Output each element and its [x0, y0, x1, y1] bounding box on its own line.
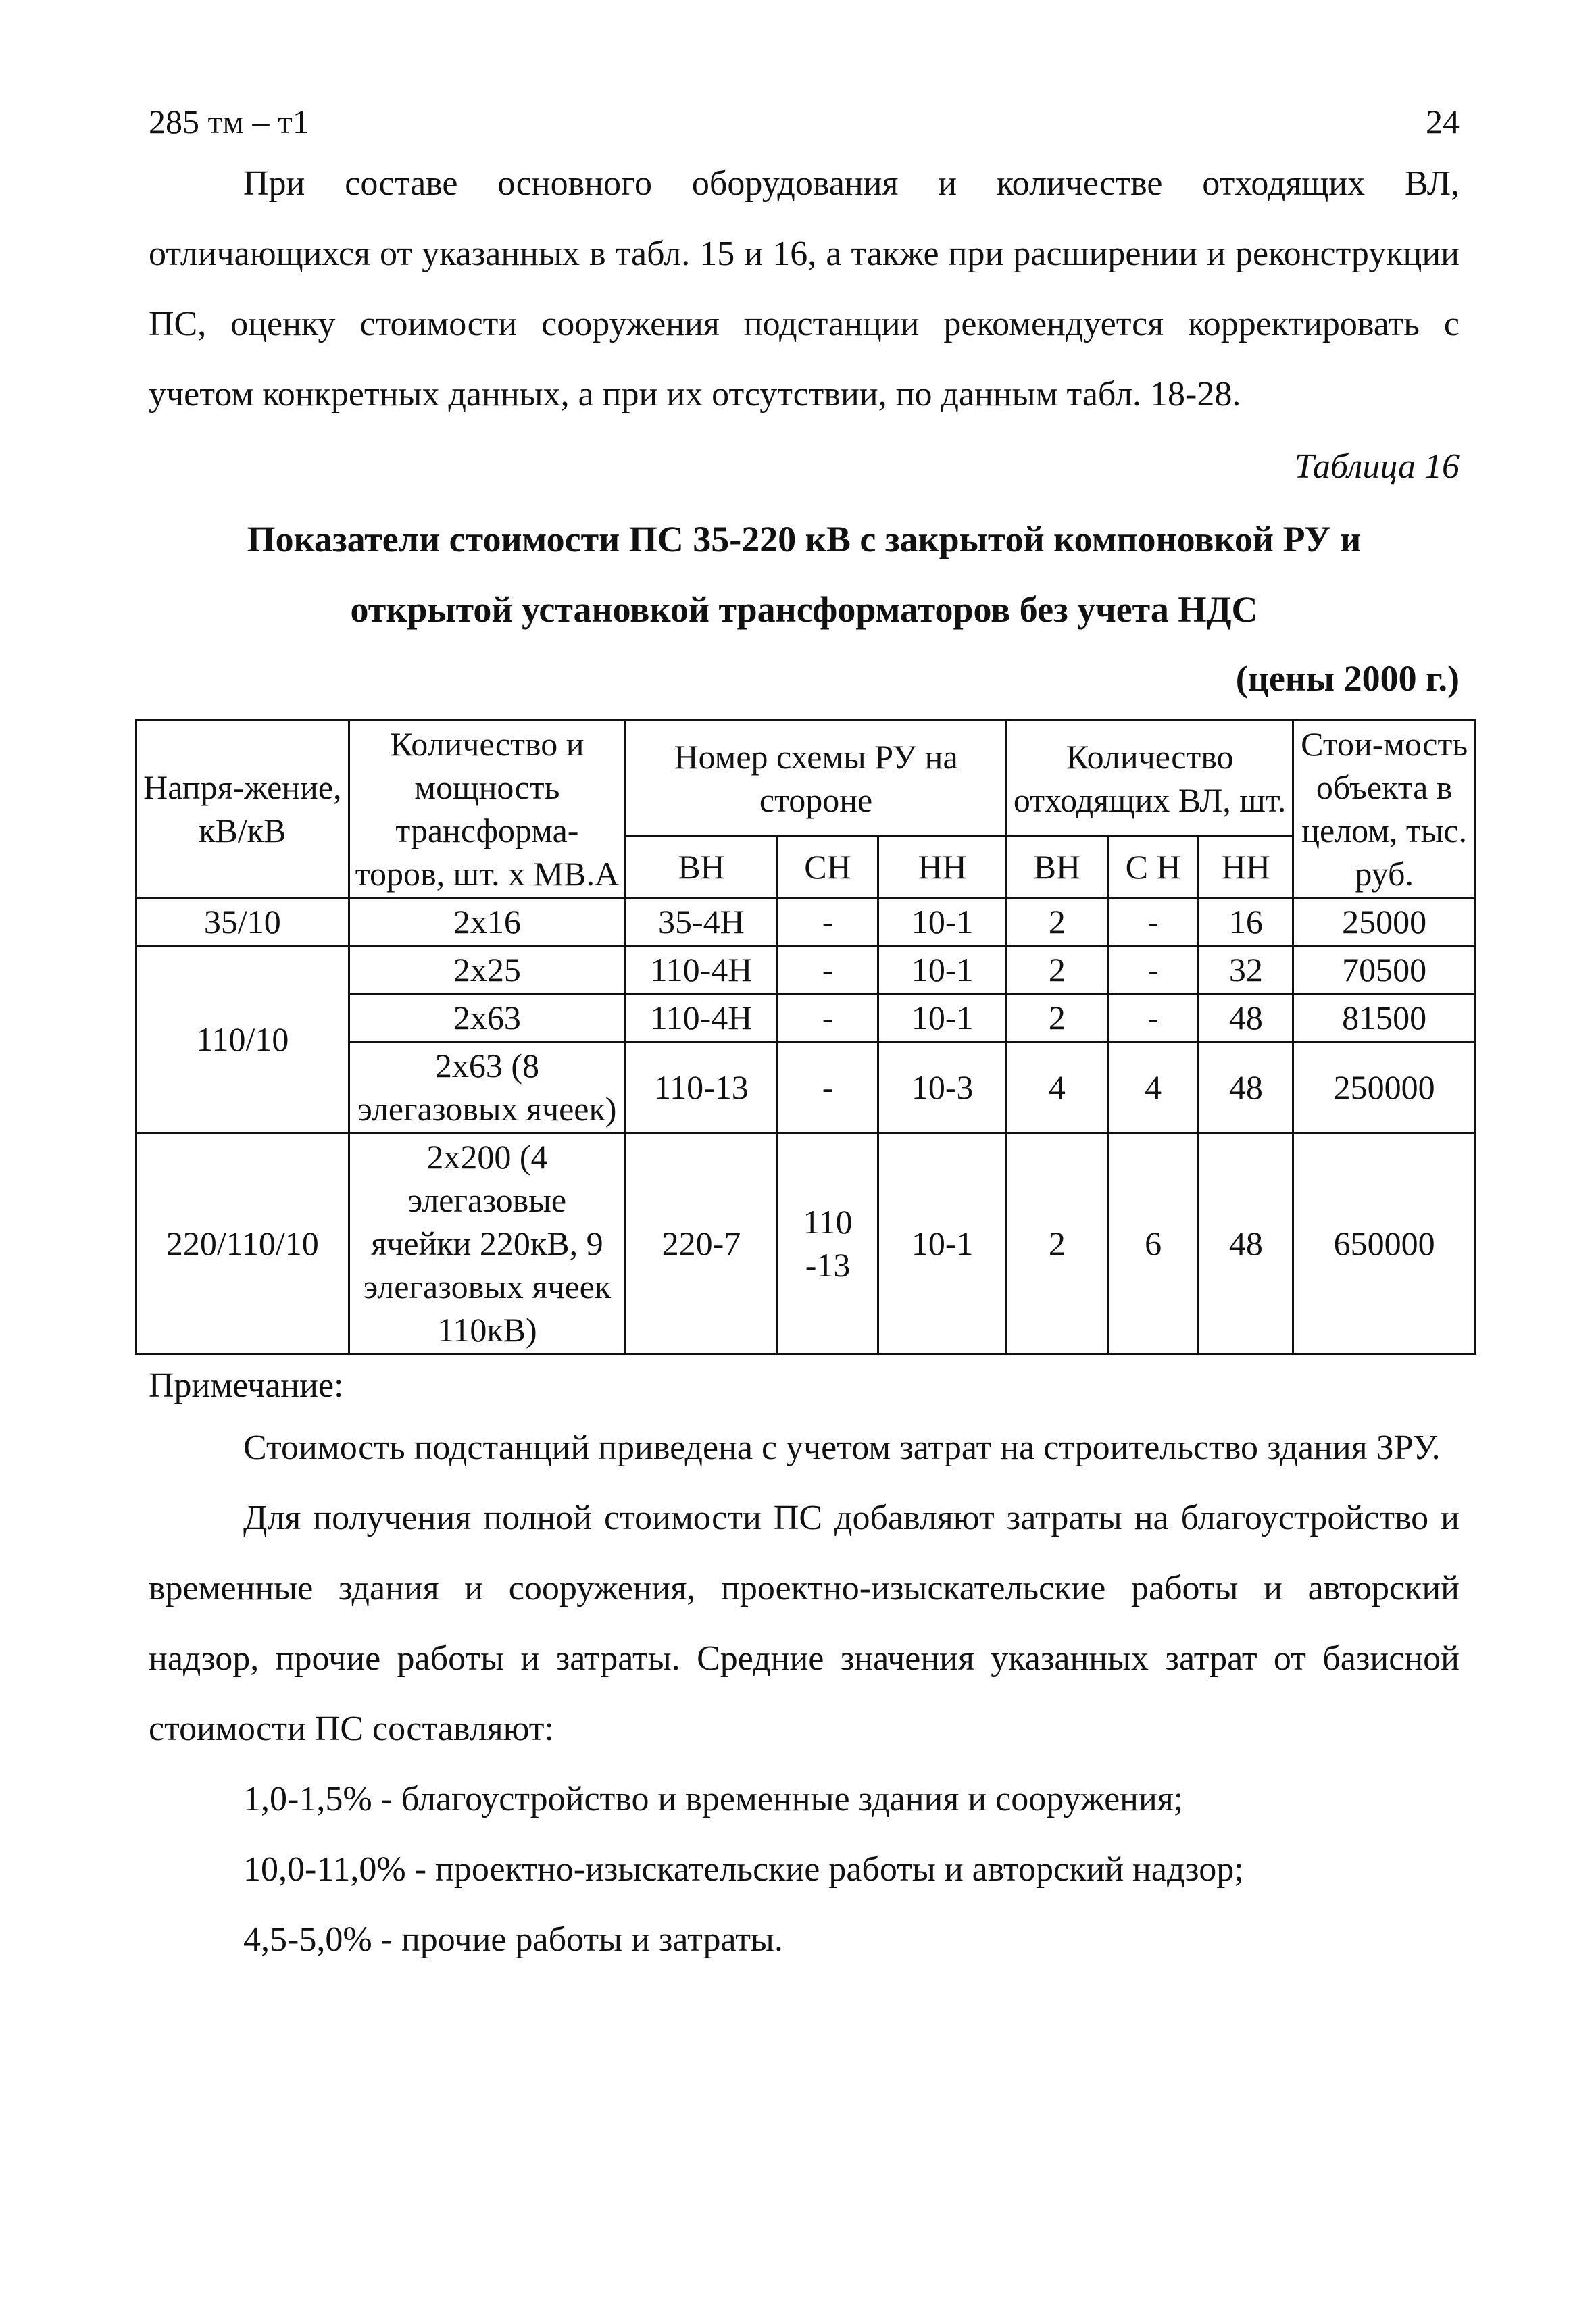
- cell-scheme-vn: 35-4Н: [626, 898, 778, 946]
- cell-cost: 25000: [1293, 898, 1476, 946]
- page-header: [149, 101, 1460, 142]
- cell-lines-nn: 32: [1199, 946, 1293, 994]
- cell-lines-nn: 48: [1199, 1042, 1293, 1133]
- cell-lines-sn: -: [1107, 898, 1199, 946]
- table-title-line-2: открытой установкой трансформаторов без учета НДС: [350, 589, 1258, 630]
- header-voltage: Напря-жение, кВ/кВ: [136, 720, 349, 898]
- cell-lines-nn: 16: [1199, 898, 1293, 946]
- cell-transformers: 2х63: [349, 994, 625, 1042]
- document-code: 285 тм – т1: [149, 103, 309, 141]
- header-scheme-nn: НН: [878, 837, 1007, 898]
- table-header-row-1: [136, 720, 1476, 837]
- cell-cost: 81500: [1293, 994, 1476, 1042]
- cell-scheme-nn: 10-3: [878, 1042, 1007, 1133]
- cell-lines-sn: -: [1107, 994, 1199, 1042]
- table-label: Таблица 16: [1294, 447, 1460, 486]
- cell-scheme-sn: -: [777, 1042, 878, 1133]
- cell-voltage: 220/110/10: [136, 1133, 349, 1354]
- header-lines-nn: НН: [1199, 837, 1293, 898]
- header-scheme-group: Номер схемы РУ на стороне: [626, 720, 1007, 837]
- cell-lines-vn: 2: [1006, 994, 1107, 1042]
- table-row: [136, 898, 1476, 946]
- cell-scheme-sn: 110 -13: [777, 1133, 878, 1354]
- note-label: Примечание:: [149, 1366, 344, 1405]
- cell-transformers: 2х25: [349, 946, 625, 994]
- cell-scheme-sn: -: [777, 898, 878, 946]
- cell-cost: 650000: [1293, 1133, 1476, 1354]
- cell-lines-vn: 4: [1006, 1042, 1107, 1133]
- cell-lines-vn: 2: [1006, 946, 1107, 994]
- page-number: 24: [1426, 103, 1460, 141]
- cell-transformers: 2х63 (8 элегазовых ячеек): [349, 1042, 625, 1133]
- note-paragraph: Стоимость подстанций приведена с учетом затрат на строительство здания ЗРУ.: [243, 1428, 1441, 1467]
- cell-scheme-nn: 10-1: [878, 898, 1007, 946]
- cell-transformers: 2х16: [349, 898, 625, 946]
- header-scheme-vn: ВН: [626, 837, 778, 898]
- cell-scheme-vn: 110-4Н: [626, 994, 778, 1042]
- cell-scheme-nn: 10-1: [878, 1133, 1007, 1354]
- cell-voltage: 110/10: [136, 946, 349, 1133]
- cell-lines-vn: 2: [1006, 898, 1107, 946]
- header-transformers: Количество и мощность трансформа-торов, шт. х МВ.А: [349, 720, 625, 898]
- cell-transformers: 2х200 (4 элегазовые ячейки 220кВ, 9 элегазовых ячеек 110кВ): [349, 1133, 625, 1354]
- header-scheme-sn: СН: [777, 837, 878, 898]
- header-lines-sn: С Н: [1107, 837, 1199, 898]
- list-item: 4,5-5,0% - прочие работы и затраты.: [243, 1920, 783, 1959]
- list-item: 10,0-11,0% - проектно-изыскательские работы и авторский надзор;: [243, 1850, 1244, 1889]
- prices-note: (цены 2000 г.): [1235, 658, 1460, 699]
- cell-lines-sn: 4: [1107, 1042, 1199, 1133]
- cell-lines-nn: 48: [1199, 1133, 1293, 1354]
- header-cost: Стои-мость объекта в целом, тыс. руб.: [1293, 720, 1476, 898]
- cell-scheme-nn: 10-1: [878, 946, 1007, 994]
- cost-table: [135, 719, 1476, 1355]
- header-lines-group: Количество отходящих ВЛ, шт.: [1006, 720, 1293, 837]
- table-title-line-1: Показатели стоимости ПС 35-220 кВ с закрытой компоновкой РУ и: [247, 519, 1362, 559]
- cell-scheme-nn: 10-1: [878, 994, 1007, 1042]
- document-page: [143, 101, 1468, 1975]
- cell-lines-sn: -: [1107, 946, 1199, 994]
- table-row: [136, 1133, 1476, 1354]
- cell-scheme-sn: -: [777, 946, 878, 994]
- cell-scheme-vn: 220-7: [626, 1133, 778, 1354]
- costs-paragraph: Для получения полной стоимости ПС добавляют затраты на благоустройство и временные здания и сооружения, проектно-изыскательские работы и авторский надзор, прочие работы и затраты. Средние значения указанных затрат от базисной стоимости ПС составляют:: [149, 1499, 1460, 1748]
- header-lines-vn: ВН: [1006, 837, 1107, 898]
- cell-lines-vn: 2: [1006, 1133, 1107, 1354]
- cell-cost: 70500: [1293, 946, 1476, 994]
- table-row: [136, 946, 1476, 994]
- intro-paragraph: При составе основного оборудования и количестве отходящих ВЛ, отличающихся от указанных в табл. 15 и 16, а также при расширении и реконструкции ПС, оценку стоимости сооружения подстанции рекомендуется корректировать с учетом конкретных данных, а при их отсутствии, по данным табл. 18-28.: [149, 164, 1460, 414]
- cell-cost: 250000: [1293, 1042, 1476, 1133]
- list-item: 1,0-1,5% - благоустройство и временные здания и сооружения;: [243, 1780, 1184, 1818]
- cell-scheme-vn: 110-4Н: [626, 946, 778, 994]
- cell-voltage: 35/10: [136, 898, 349, 946]
- cell-scheme-sn: -: [777, 994, 878, 1042]
- cell-lines-sn: 6: [1107, 1133, 1199, 1354]
- cell-scheme-vn: 110-13: [626, 1042, 778, 1133]
- cell-lines-nn: 48: [1199, 994, 1293, 1042]
